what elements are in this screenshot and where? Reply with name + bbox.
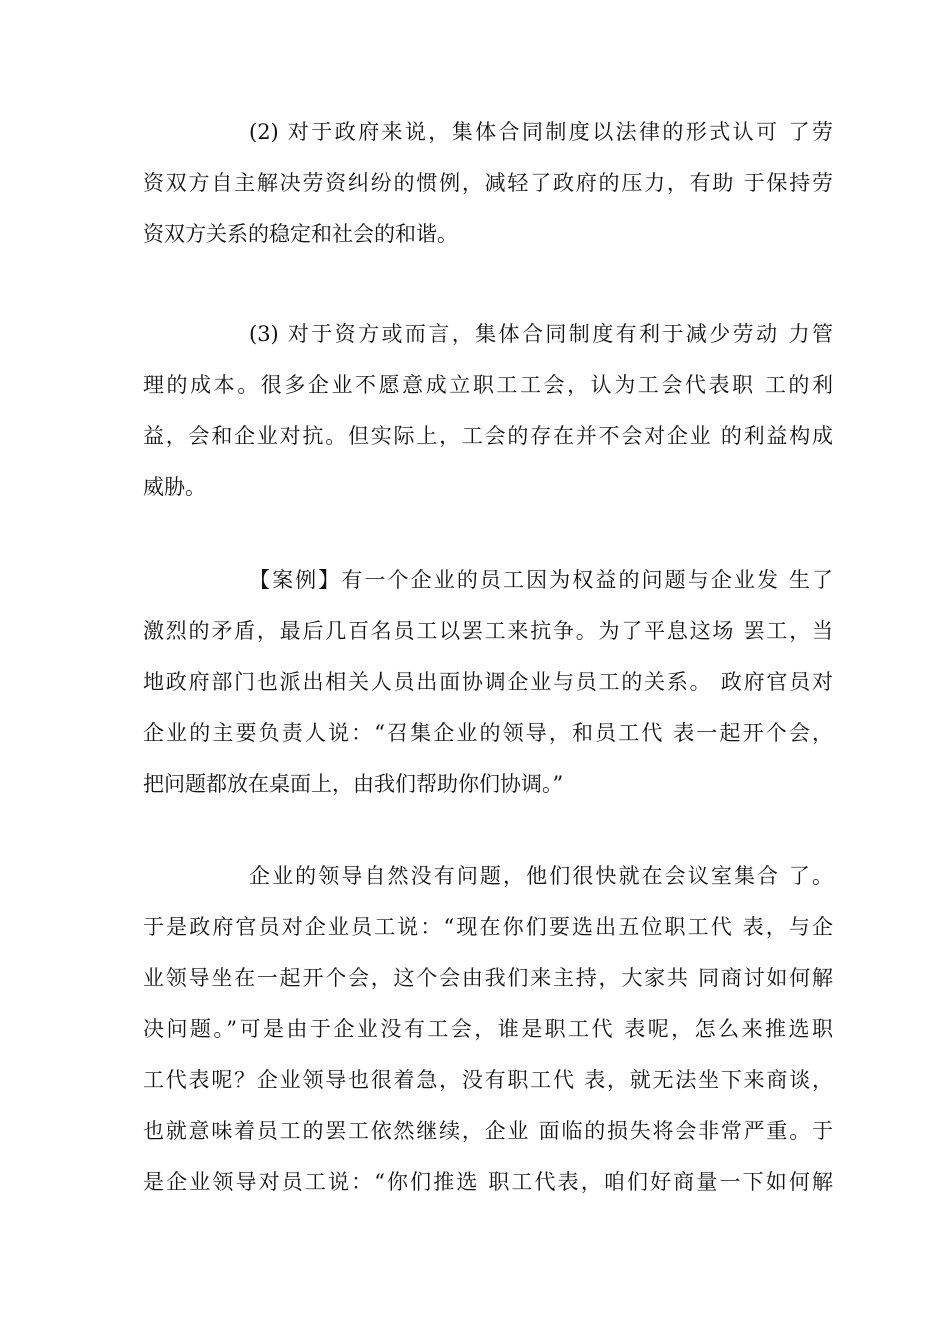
text-line: 把问题都放在桌面上，由我们帮助你们协调。” [143,772,564,796]
text-line: (2) 对于政府来说，集体合同制度以法律的形式认可 了劳 [249,120,833,144]
text-line: 地政府部门也派出相关人员出面协调企业与员工的关系。 政府官员对 [143,670,833,694]
text-line: 理的成本。很多企业不愿意成立职工工会，认为工会代表职 工的利 [143,373,833,397]
text-line: 业领导坐在一起开个会，这个会由我们来主持，大家共 同商讨如何解 [143,966,833,990]
text-line: 企业的主要负责人说：“召集企业的领导，和员工代 表一起开个会， [143,721,833,745]
paragraph-government-benefit [143,107,833,260]
text-line: 决问题。”可是由于企业没有工会，谁是职工代 表呢，怎么来推选职 [143,1017,833,1041]
text-line: 于是政府官员对企业员工说：“现在你们要选出五位职工代 表，与企 [143,915,833,939]
text-line: 是企业领导对员工说：“你们推选 职工代表，咱们好商量一下如何解 [143,1170,833,1194]
text-line: 威胁。 [143,475,206,499]
text-line: 【案例】有一个企业的员工因为权益的问题与企业发 生了 [249,568,833,592]
text-line: 益，会和企业对抗。但实际上，工会的存在并不会对企业 的利益构成 [143,424,833,448]
text-line: 也就意味着员工的罢工依然继续，企业 面临的损失将会非常严重。于 [143,1119,833,1143]
paragraph-employer-benefit [143,309,833,513]
paragraph-case-example [143,555,833,810]
text-line: 激烈的矛盾，最后几百名员工以罢工来抗争。为了平息这场 罢工，当 [143,619,833,643]
paragraph-case-continued [143,851,833,1208]
text-line: 工代表呢？企业领导也很着急，没有职工代 表，就无法坐下来商谈， [143,1068,833,1092]
text-line: 企业的领导自然没有问题，他们很快就在会议室集合 了。 [249,864,833,888]
text-line: 资双方自主解决劳资纠纷的惯例，减轻了政府的压力，有助 于保持劳 [143,171,833,195]
text-line: 资双方关系的稳定和社会的和谐。 [143,222,458,246]
text-line: (3) 对于资方或而言，集体合同制度有利于减少劳动 力管 [249,322,833,346]
